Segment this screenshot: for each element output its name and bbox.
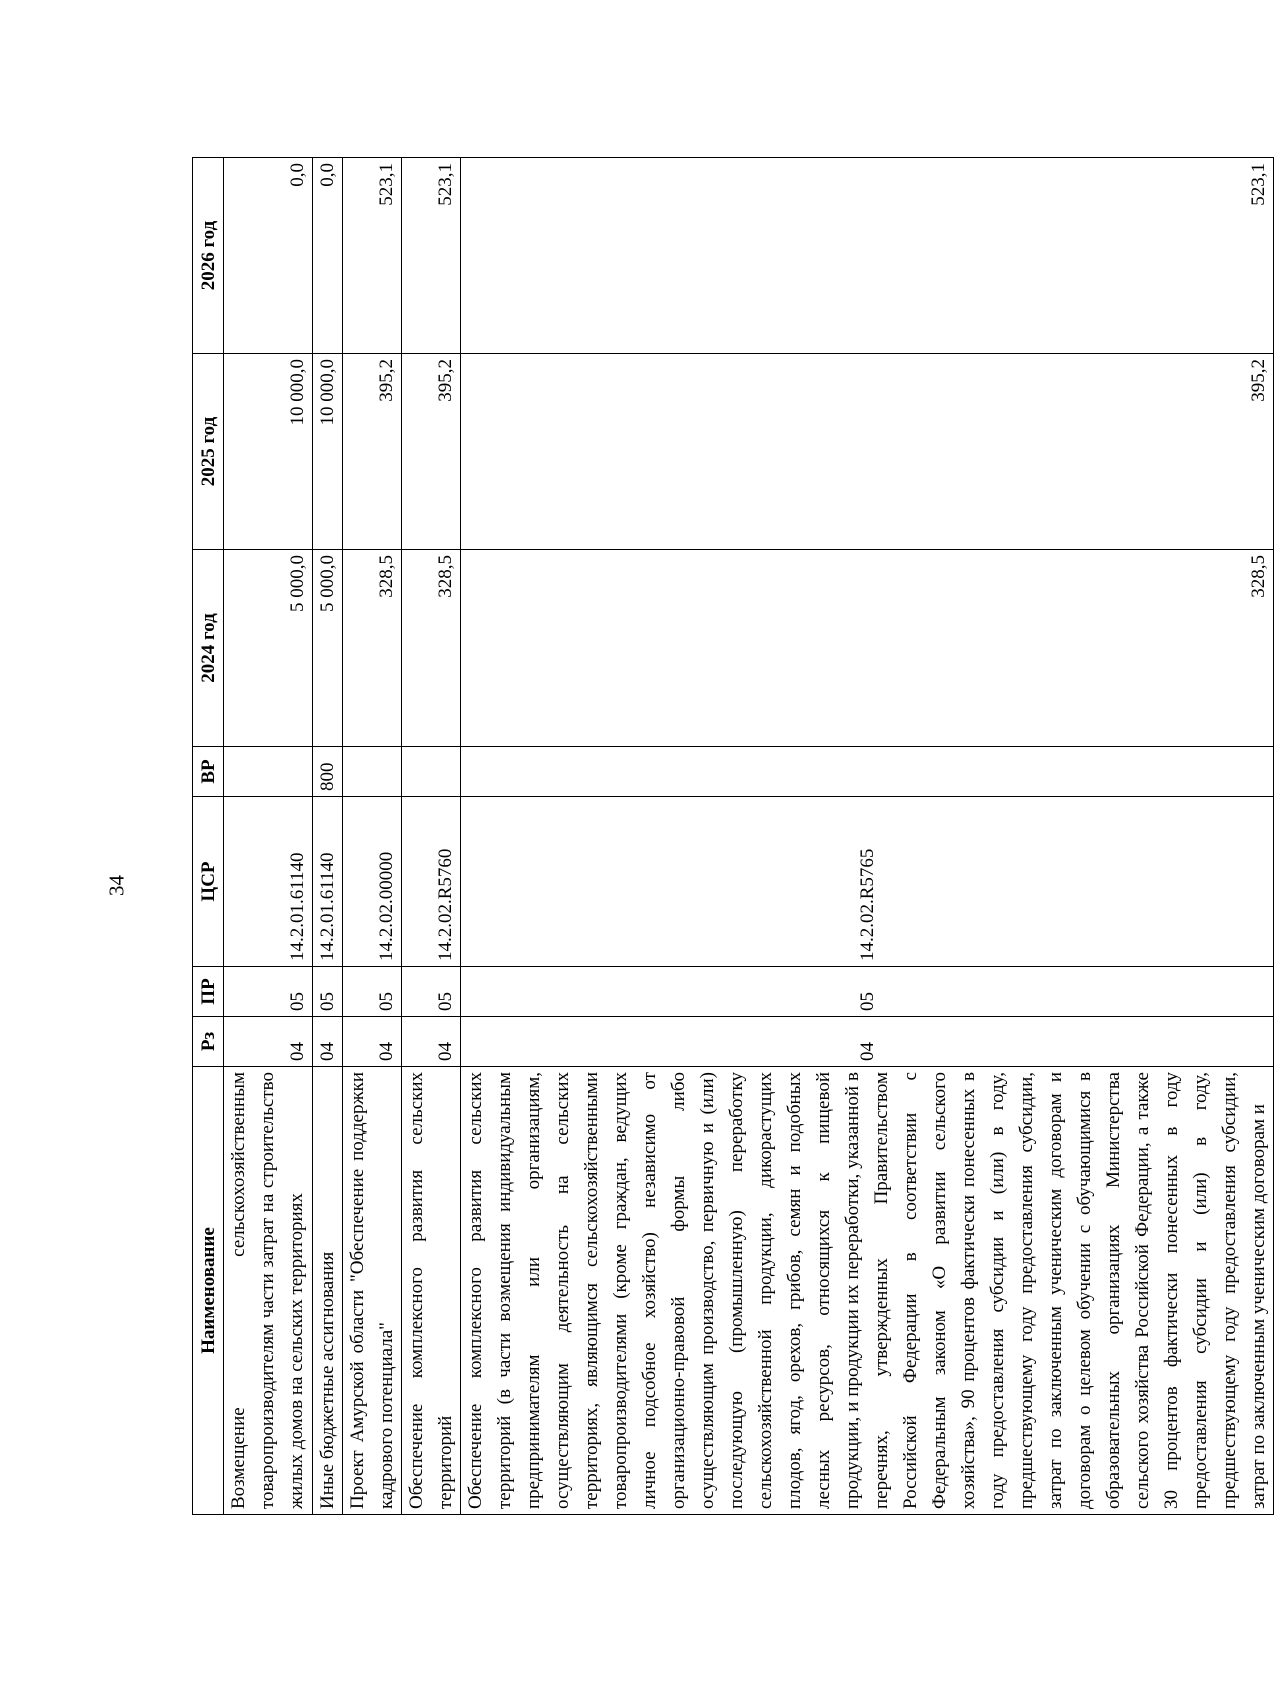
- row-2025: 395,2: [343, 354, 402, 550]
- row-name: Иные бюджетные ассигнования: [313, 1067, 343, 1515]
- rotated-table-container: [192, 158, 1269, 1515]
- row-rz: 04: [461, 1017, 1274, 1067]
- row-2025: 395,2: [402, 354, 461, 550]
- row-csr: 14.2.01.61140: [313, 797, 343, 967]
- row-csr: 14.2.01.61140: [224, 797, 313, 967]
- table-header-row: [193, 158, 224, 1515]
- row-pr: 05: [224, 967, 313, 1017]
- row-name: Обеспечение комплексного развития сельских территорий: [402, 1067, 461, 1515]
- row-csr: 14.2.02.R5760: [402, 797, 461, 967]
- row-rz: 04: [224, 1017, 313, 1067]
- page-number: 34: [104, 875, 129, 896]
- row-2024: 328,5: [343, 550, 402, 747]
- row-name: Возмещение сельскохозяйственным товаропроизводителям части затрат на строительство жилых домов на сельских территориях: [224, 1067, 313, 1515]
- row-2025: 395,2: [461, 354, 1274, 550]
- row-2024: 5 000,0: [224, 550, 313, 747]
- header-pr: ПР: [193, 967, 224, 1017]
- header-2024: 2024 год: [193, 550, 224, 747]
- header-2025: 2025 год: [193, 354, 224, 550]
- table-row: [343, 158, 402, 1515]
- row-2026: 0,0: [224, 158, 313, 354]
- budget-table: [192, 157, 1274, 1515]
- row-pr: 05: [313, 967, 343, 1017]
- row-pr: 05: [343, 967, 402, 1017]
- header-vr: ВР: [193, 747, 224, 797]
- row-csr: 14.2.02.00000: [343, 797, 402, 967]
- table-row: [402, 158, 461, 1515]
- row-2026: 0,0: [313, 158, 343, 354]
- row-vr: 800: [313, 747, 343, 797]
- row-rz: 04: [313, 1017, 343, 1067]
- row-csr: 14.2.02.R5765: [461, 797, 1274, 967]
- row-rz: 04: [402, 1017, 461, 1067]
- row-2024: 5 000,0: [313, 550, 343, 747]
- row-vr: [461, 747, 1274, 797]
- row-2025: 10 000,0: [224, 354, 313, 550]
- table-row: [313, 158, 343, 1515]
- row-2026: 523,1: [461, 158, 1274, 354]
- row-pr: 05: [461, 967, 1274, 1017]
- row-2026: 523,1: [343, 158, 402, 354]
- row-pr: 05: [402, 967, 461, 1017]
- row-2025: 10 000,0: [313, 354, 343, 550]
- row-vr: [402, 747, 461, 797]
- row-2024: 328,5: [402, 550, 461, 747]
- row-rz: 04: [343, 1017, 402, 1067]
- row-vr: [343, 747, 402, 797]
- header-rz: Рз: [193, 1017, 224, 1067]
- row-name: Проект Амурской области "Обеспечение поддержки кадрового потенциала": [343, 1067, 402, 1515]
- row-2026: 523,1: [402, 158, 461, 354]
- header-name: Наименование: [193, 1067, 224, 1515]
- row-name: Обеспечение комплексного развития сельских территорий (в части возмещения индивидуальным предпринимателям или организациям, осуществляющим деятельность на сельских территориях, являющимся сельскохозяйственными товаропроизводителями (кроме граждан, ведущих личное подсобное хозяйство) независимо от организационно-правовой формы либо осуществляющим производство, первичную и (или) последующую (промышленную) переработку сельскохозяйственной продукции, дикорастущих плодов, ягод, орехов, грибов, семян и подобных лесных ресурсов, относящихся к пищевой продукции, и продукции их переработки, указанной в перечнях, утвержденных Правительством Российской Федерации в соответствии с Федеральным законом «О развитии сельского хозяйства», 90 процентов фактически понесенных в году предоставления субсидии и (или) в году, предшествующему году предоставления субсидии, затрат по заключенным ученическим договорам и договорам о целевом обучении с обучающимися в образовательных организациях Министерства сельского хозяйства Российской Федерации, а также 30 процентов фактически понесенных в году предоставления субсидии и (или) в году, предшествующему году предоставления субсидии, затрат по заключенным ученическим договорам и: [461, 1067, 1274, 1515]
- header-2026: 2026 год: [193, 158, 224, 354]
- header-csr: ЦСР: [193, 797, 224, 967]
- row-vr: [224, 747, 313, 797]
- table-row: [224, 158, 313, 1515]
- row-2024: 328,5: [461, 550, 1274, 747]
- table-row: [461, 158, 1274, 1515]
